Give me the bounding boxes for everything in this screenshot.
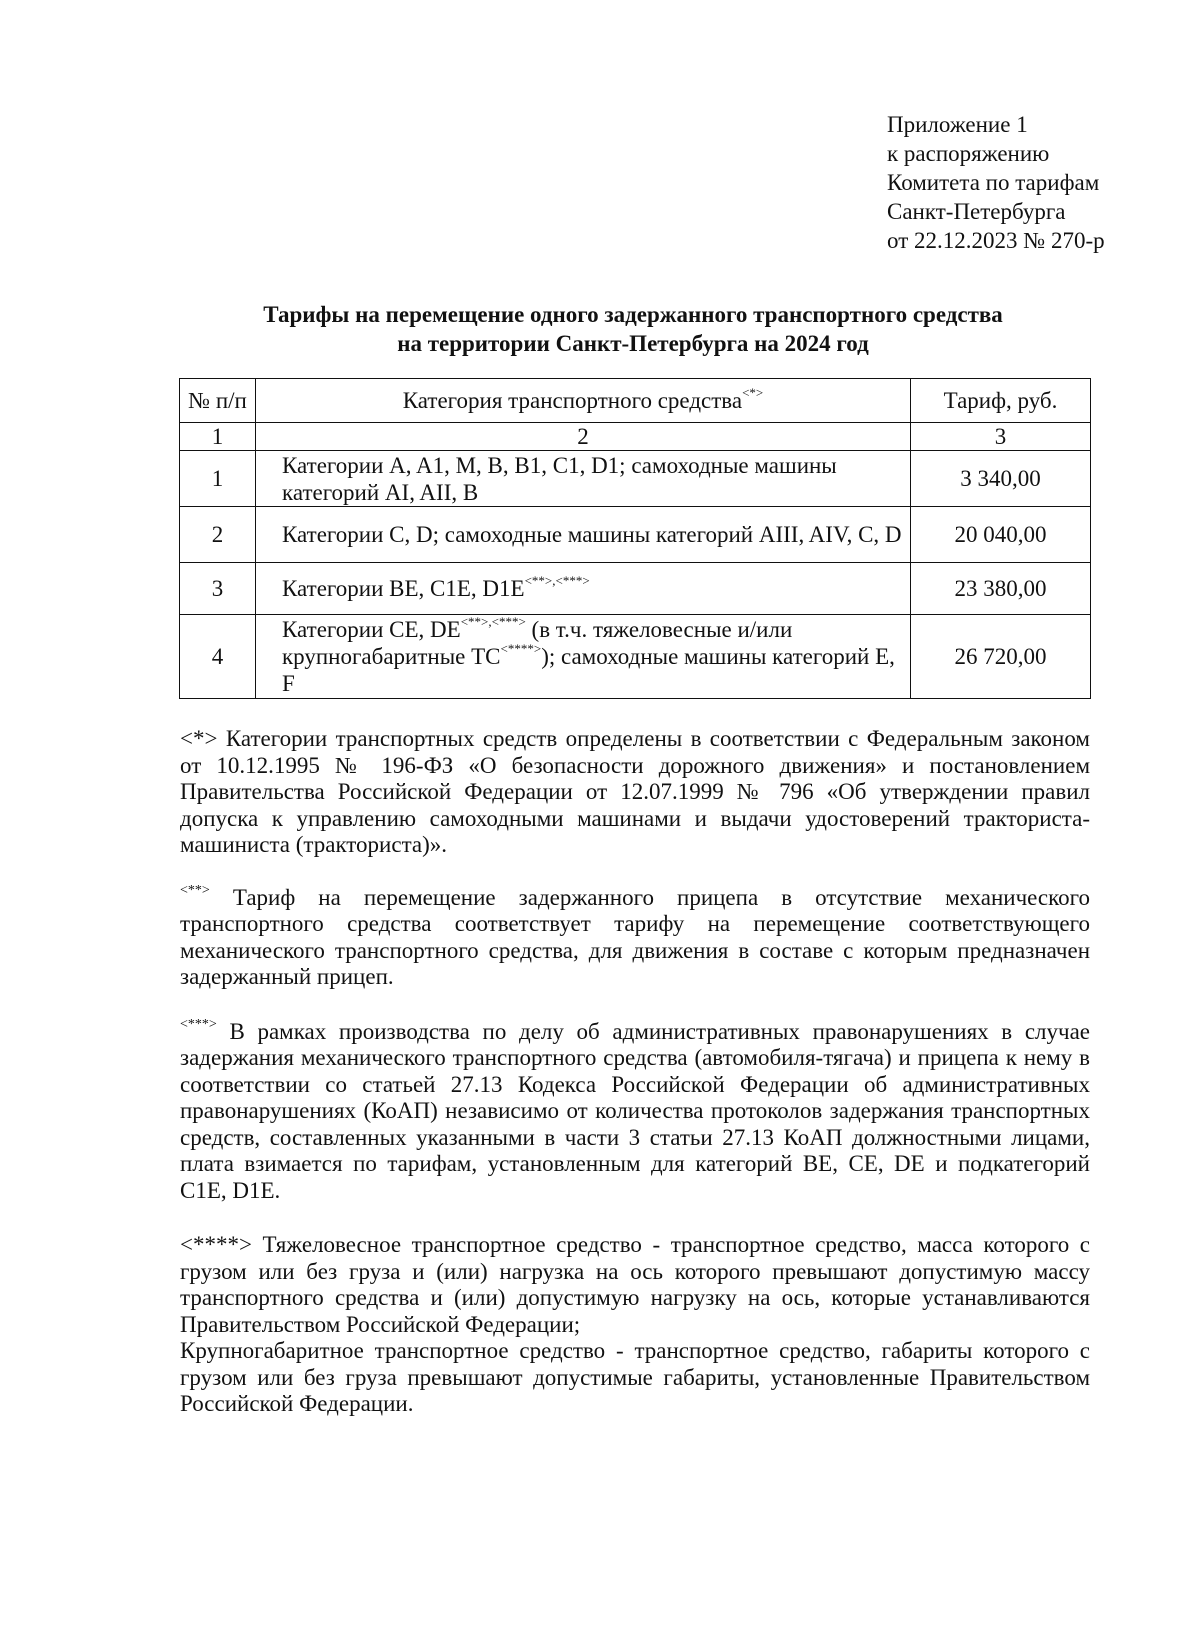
header-category — [256, 379, 911, 423]
footnote-marker: <**> — [180, 882, 210, 898]
footnote-marker: <***> — [180, 1016, 217, 1032]
row-num: 2 — [180, 507, 256, 563]
footnote-text: Категории транспортных средств определены в соответствии с Федеральным законом от 10.12.1995 № 196-ФЗ «О безопасности дорожного движения» и постановлением Правительства Российской Федерации от 12.07.1999 № 796 «Об утверждении правил допуска к управлению самоходными машинами и выдачи удостоверений тракториста-машиниста (тракториста)». — [180, 726, 1090, 857]
title-line-2: на территории Санкт-Петербурга на 2024 год — [397, 331, 869, 356]
row-category: Категории C, D; самоходные машины категорий AIII, AIV, C, D — [256, 507, 911, 563]
table-header-row — [180, 379, 1091, 423]
row-category-text: (в т.ч. тяжеловесные и/или крупногабаритные ТС — [282, 617, 793, 669]
table-row — [180, 507, 1091, 563]
table-row — [180, 563, 1091, 615]
appendix-line: Комитета по тарифам — [887, 170, 1100, 195]
footnote-mark: <****> — [500, 641, 542, 657]
row-category — [256, 615, 911, 699]
footnotes — [180, 726, 1090, 1418]
document-title — [180, 300, 1086, 358]
row-num: 4 — [180, 615, 256, 699]
title-line-1: Тарифы на перемещение одного задержанного транспортного средства — [263, 302, 1003, 327]
footnote-2 — [180, 882, 1090, 991]
row-num: 1 — [180, 451, 256, 507]
header-category-label: Категория транспортного средства — [402, 388, 743, 413]
row-category-text: ); самоходные машины категорий E, F — [282, 644, 895, 696]
footnote-5: Крупногабаритное транспортное средство - транспортное средство, габариты которого с грузом или без груза превышают допустимые габариты, установленные Правительством Российской Федерации. — [180, 1338, 1090, 1416]
appendix-line: от 22.12.2023 № 270-р — [887, 228, 1105, 253]
row-category — [256, 563, 911, 615]
appendix-line: к распоряжению — [887, 141, 1050, 166]
appendix-line: Приложение 1 — [887, 112, 1028, 137]
index-cell: 1 — [180, 423, 256, 451]
header-num: № п/п — [180, 379, 256, 423]
footnote-4 — [180, 1232, 1090, 1338]
row-category-text: Категории BE, C1E, D1E — [282, 576, 525, 601]
index-cell: 2 — [256, 423, 911, 451]
index-cell: 3 — [911, 423, 1091, 451]
footnote-marker: <****> — [180, 1232, 252, 1257]
footnote-text: В рамках производства по делу об административных правонарушениях в случае задержания механического транспортного средства (автомобиля-тягача) и прицепа к нему в соответствии со статьей 27.13 Кодекса Российской Федерации об административных правонарушениях (КоАП) независимо от количества протоколов задержания транспортных средств, составленных указанными в части 3 статьи 27.13 КоАП должностными лицами, плата взимается по тарифам, установленным для категорий BE, CE, DE и подкатегорий C1E, D1E. — [180, 1018, 1090, 1203]
footnote-3 — [180, 1016, 1090, 1205]
row-tariff: 3 340,00 — [911, 451, 1091, 507]
table-row — [180, 451, 1091, 507]
header-category-mark: <*> — [742, 385, 764, 401]
footnote-mark: <**>,<***> — [460, 614, 526, 630]
row-tariff: 23 380,00 — [911, 563, 1091, 615]
row-num: 3 — [180, 563, 256, 615]
footnote-text: Тяжеловесное транспортное средство - транспортное средство, масса которого с грузом или без груза и (или) нагрузка на ось которого превышают допустимую массу транспортного средства и (или) допустимую нагрузку на ось, которые устанавливаются Правительством Российской Федерации; — [180, 1232, 1090, 1337]
row-category: Категории A, A1, M, B, B1, C1, D1; самоходные машины категорий AI, AII, B — [256, 451, 911, 507]
footnote-marker: <*> — [180, 726, 218, 751]
table-index-row — [180, 423, 1091, 451]
table-row — [180, 615, 1091, 699]
row-category-text: Категории CE, DE — [282, 617, 461, 642]
row-tariff: 26 720,00 — [911, 615, 1091, 699]
header-tariff: Тариф, руб. — [911, 379, 1091, 423]
tariff-table — [179, 378, 1091, 699]
footnote-mark: <**>,<***> — [524, 573, 590, 589]
appendix-line: Санкт-Петербурга — [887, 199, 1066, 224]
footnote-text: Тариф на перемещение задержанного прицепа в отсутствие механического транспортного средства соответствует тарифу на перемещение соответствующего механического транспортного средства, для движения в составе с которым предназначен задержанный прицеп. — [180, 884, 1090, 989]
row-tariff: 20 040,00 — [911, 507, 1091, 563]
appendix-block — [887, 110, 1105, 255]
footnote-1 — [180, 726, 1090, 859]
